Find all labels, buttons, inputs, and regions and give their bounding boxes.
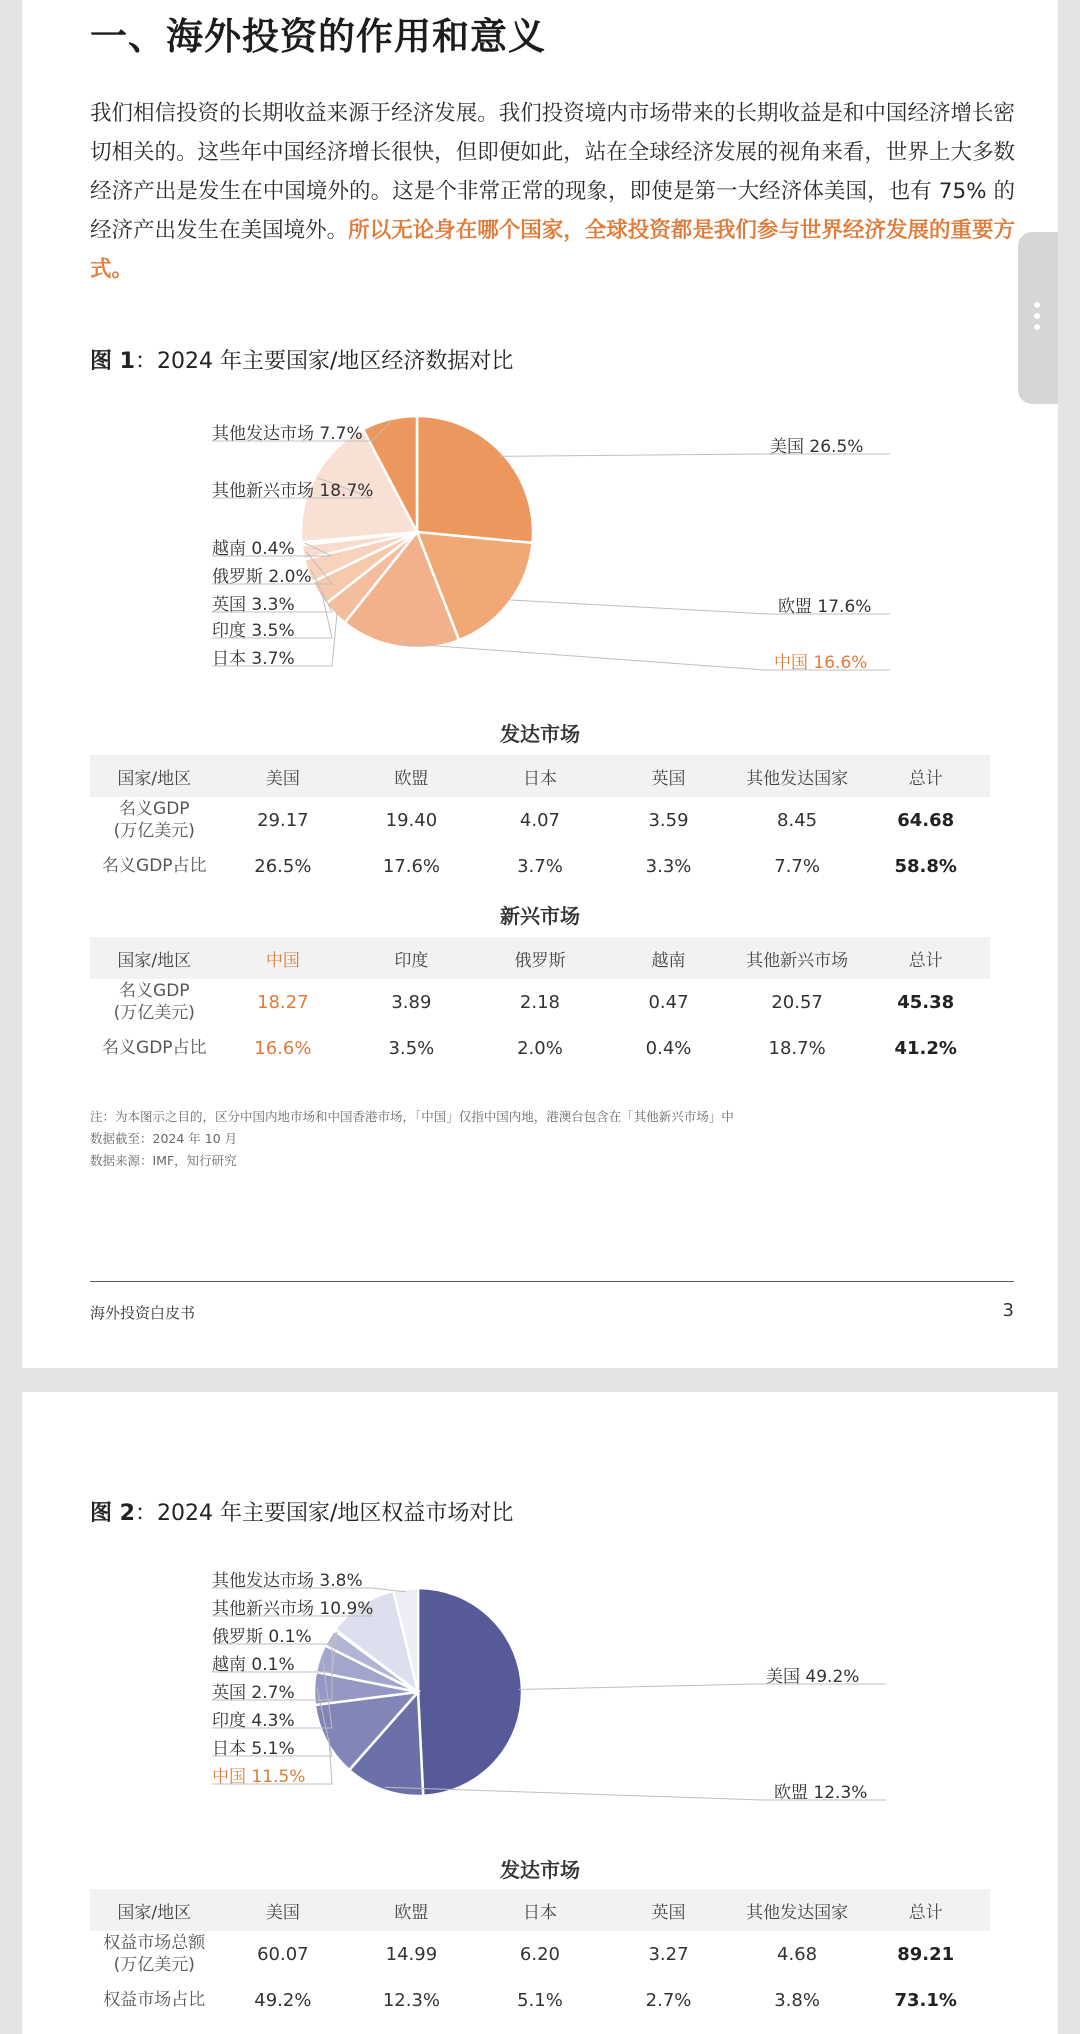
table-cell: 3.5%: [388, 1037, 435, 1059]
column-header: 美国: [219, 1889, 348, 1931]
figure-notes: [90, 1106, 734, 1172]
table-cell: 41.2%: [894, 1037, 957, 1059]
gdp-developed-table: [90, 755, 990, 889]
figure-2-label: 图 2: [90, 1501, 135, 1526]
table-cell: 0.4%: [645, 1037, 692, 1059]
figure-1-title: [90, 344, 513, 375]
document-page-1: [22, 0, 1058, 1368]
table-cell: 12.3%: [382, 1989, 440, 2011]
pie-label-英国: 英国 3.3%: [212, 595, 295, 615]
column-header: 英国: [604, 755, 733, 797]
row-header: 名义GDP占比: [102, 1038, 207, 1058]
pie-label-日本: 日本 5.1%: [212, 1739, 295, 1759]
table-cell: 2.7%: [645, 1989, 692, 2011]
footer-title: 海外投资白皮书: [90, 1304, 196, 1322]
column-header: 中国: [219, 937, 348, 979]
column-header: 总计: [861, 937, 990, 979]
pie-label-日本: 日本 3.7%: [212, 649, 295, 669]
page-number: 3: [1002, 1300, 1014, 1321]
column-header: 国家/地区: [90, 755, 219, 797]
row-header: 名义GDP (万亿美元): [113, 799, 195, 841]
table-cell: 0.47: [648, 991, 689, 1013]
table-cell: 26.5%: [254, 855, 312, 877]
equity-developed-table: [90, 1889, 990, 2023]
table-cell: 18.27: [257, 991, 309, 1013]
table-cell: 3.7%: [517, 855, 563, 877]
note-line: 注：为本图示之目的，区分中国内地市场和中国香港市场，「中国」仅指中国内地，港澳台包含在「其他新兴市场」中: [90, 1109, 734, 1124]
paragraph-text: 我们相信投资的长期收益来源于经济发展。我们投资境内市场带来的长期收益是和中国经济增长密切相关的。这些年中国经济增长很快，但即便如此，站在全球经济发展的视角来看，世界上大多数经济产出是发生在中国境外的。这是个非常正常的现象，即使是第一大经济体美国，也有 75% 的经济产出发生在美国境外。: [90, 101, 1015, 243]
table-cell: 17.6%: [382, 855, 440, 877]
table-header-row: [90, 1889, 990, 1931]
figure-1-label: 图 1: [90, 349, 135, 374]
column-header: 美国: [219, 755, 348, 797]
table-cell: 4.07: [519, 809, 560, 831]
table-cell: 89.21: [897, 1943, 955, 1965]
row-header: 权益市场占比: [103, 1990, 206, 2010]
intro-paragraph: [90, 94, 1015, 289]
developed-market-title-2: 发达市场: [500, 1858, 580, 1882]
column-header: 其他发达国家: [733, 755, 862, 797]
row-header: 名义GDP占比: [102, 856, 207, 876]
table-cell: 60.07: [257, 1943, 309, 1965]
pie-label-印度: 印度 4.3%: [212, 1711, 295, 1731]
column-header: 总计: [861, 1889, 990, 1931]
figure-2-caption: ：2024 年主要国家/地区权益市场对比: [134, 1501, 514, 1526]
note-line: 数据来源：IMF，知行研究: [90, 1153, 237, 1168]
table-row: [90, 1931, 990, 1977]
table-cell: 18.7%: [768, 1037, 826, 1059]
table-cell: 2.0%: [517, 1037, 563, 1059]
note-line: 数据截至：2024 年 10 月: [90, 1131, 238, 1146]
table-row: [90, 979, 990, 1025]
table-cell: 4.68: [777, 1943, 818, 1965]
pie-label-越南: 越南 0.4%: [212, 539, 295, 559]
table-cell: 5.1%: [517, 1989, 563, 2011]
pie-label-中国: 中国 11.5%: [212, 1767, 306, 1787]
table-cell: 20.57: [771, 991, 823, 1013]
column-header: 越南: [604, 937, 733, 979]
column-header: 其他新兴市场: [733, 937, 862, 979]
column-header: 国家/地区: [90, 1889, 219, 1931]
pie-label-俄罗斯: 俄罗斯 0.1%: [212, 1627, 312, 1647]
column-header: 其他发达国家: [733, 1889, 862, 1931]
table-cell: 19.40: [385, 809, 438, 831]
table-row: [90, 1977, 990, 2023]
pie-label-印度: 印度 3.5%: [212, 621, 295, 641]
section-heading: 一、海外投资的作用和意义: [90, 15, 546, 58]
figure-1-caption: ：2024 年主要国家/地区经济数据对比: [134, 349, 514, 374]
column-header: 俄罗斯: [476, 937, 605, 979]
column-header: 日本: [476, 1889, 605, 1931]
column-header: 欧盟: [347, 755, 476, 797]
pie-slice-美国: [418, 1588, 522, 1796]
table-cell: 49.2%: [254, 1989, 312, 2011]
row-header: 权益市场总额 (万亿美元): [103, 1933, 206, 1975]
column-header: 日本: [476, 755, 605, 797]
figure-2-title: [90, 1496, 513, 1527]
side-scroll-handle[interactable]: [1018, 232, 1058, 404]
table-cell: 16.6%: [254, 1037, 312, 1059]
document-page-2: [22, 1392, 1058, 2034]
emerging-market-title: 新兴市场: [500, 904, 580, 928]
table-cell: 58.8%: [894, 855, 957, 877]
column-header: 英国: [604, 1889, 733, 1931]
table-cell: 6.20: [519, 1943, 560, 1965]
footer-divider: [90, 1281, 1014, 1282]
table-row: [90, 797, 990, 843]
table-cell: 64.68: [897, 809, 955, 831]
gdp-pie-chart: [22, 410, 1058, 700]
table-cell: 8.45: [777, 809, 818, 831]
column-header: 国家/地区: [90, 937, 219, 979]
equity-pie-chart: [22, 1562, 1058, 1822]
pie-label-其他新兴市场: 其他新兴市场 18.7%: [212, 481, 374, 501]
table-cell: 3.59: [648, 809, 689, 831]
pie-label-其他新兴市场: 其他新兴市场 10.9%: [212, 1599, 374, 1619]
table-cell: 3.3%: [645, 855, 692, 877]
pie-label-欧盟: 欧盟 12.3%: [774, 1783, 868, 1803]
table-cell: 2.18: [519, 991, 560, 1013]
table-row: [90, 1025, 990, 1071]
pie-label-中国: 中国 16.6%: [774, 653, 868, 673]
pie-label-欧盟: 欧盟 17.6%: [778, 597, 872, 617]
handle-grip-icon: [1034, 302, 1040, 335]
pie-label-美国: 美国 49.2%: [766, 1667, 860, 1687]
table-cell: 14.99: [385, 1943, 438, 1965]
table-header-row: [90, 755, 990, 797]
pie-label-俄罗斯: 俄罗斯 2.0%: [212, 567, 312, 587]
table-cell: 3.27: [648, 1943, 689, 1965]
table-row: [90, 843, 990, 889]
pie-label-其他发达市场: 其他发达市场 7.7%: [212, 424, 363, 444]
table-cell: 3.89: [391, 991, 432, 1013]
column-header: 印度: [347, 937, 476, 979]
table-cell: 7.7%: [774, 855, 820, 877]
table-header-row: [90, 937, 990, 979]
pie-label-英国: 英国 2.7%: [212, 1683, 295, 1703]
pie-slice-美国: [417, 416, 533, 543]
pie-label-其他发达市场: 其他发达市场 3.8%: [212, 1571, 363, 1591]
pie-label-越南: 越南 0.1%: [212, 1655, 295, 1675]
row-header: 名义GDP (万亿美元): [113, 981, 195, 1023]
gdp-emerging-table: [90, 937, 990, 1071]
column-header: 总计: [861, 755, 990, 797]
table-cell: 29.17: [257, 809, 309, 831]
column-header: 欧盟: [347, 1889, 476, 1931]
table-cell: 3.8%: [774, 1989, 820, 2011]
pie-label-美国: 美国 26.5%: [770, 437, 864, 457]
developed-market-title: 发达市场: [500, 722, 580, 746]
table-cell: 73.1%: [894, 1989, 957, 2011]
paragraph-highlight: 所以无论身在哪个国家，全球投资都是我们参与世界经济发展的重要方式。: [90, 218, 1015, 282]
table-cell: 45.38: [897, 991, 955, 1013]
